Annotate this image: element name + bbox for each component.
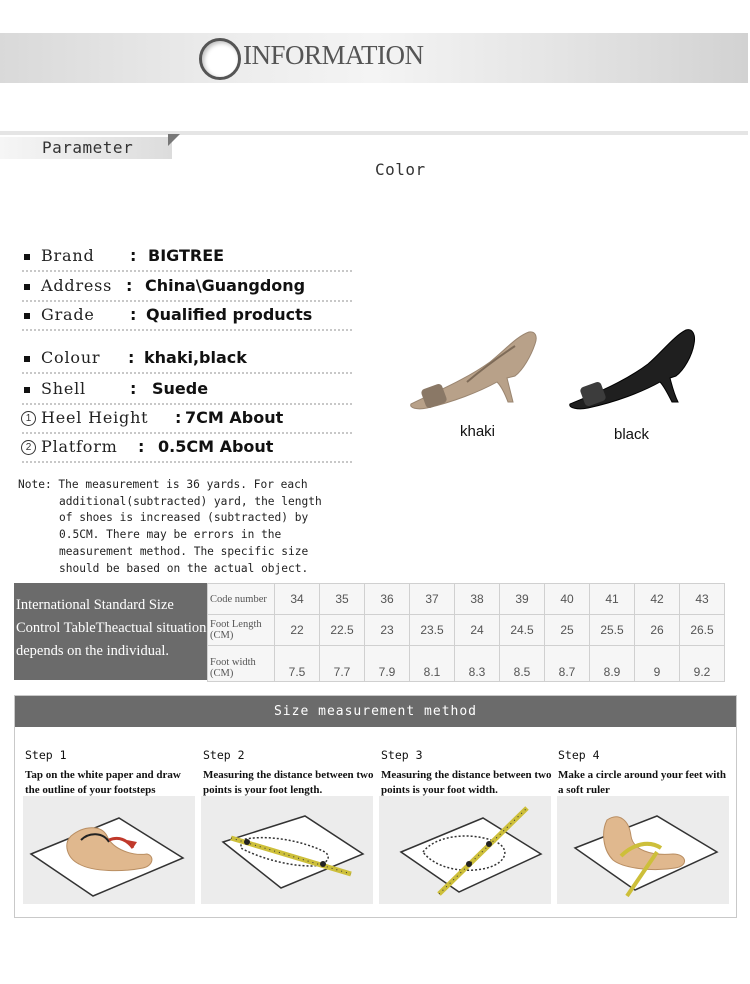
spec-key: Platform [41, 437, 118, 456]
table-cell: 8.9 [590, 646, 635, 682]
table-cell: 25 [545, 615, 590, 646]
table-cell: 9.2 [680, 646, 725, 682]
table-cell: 22 [275, 615, 320, 646]
square-bullet-icon [24, 284, 30, 290]
step-4 [558, 748, 730, 798]
spec-key: Heel Height [41, 408, 149, 427]
table-cell: 26 [635, 615, 680, 646]
page-title: INFORMATION [243, 40, 424, 70]
spec-separator: : [130, 379, 137, 398]
table-cell: 43 [680, 584, 725, 615]
table-cell: 40 [545, 584, 590, 615]
spec-key: Address [41, 276, 113, 295]
note-line: additional(subtracted) yard, the length [59, 494, 322, 508]
spec-value: 0.5CM About [158, 437, 274, 456]
spec-row-grade [22, 305, 352, 331]
measurement-note [18, 477, 338, 577]
parameter-divider [0, 131, 748, 135]
parameter-label: Parameter [42, 138, 134, 157]
step-title: Step 4 [558, 748, 600, 762]
tab-corner-icon [168, 134, 180, 146]
caption-line: International Standard Size [16, 597, 174, 613]
square-bullet-icon [24, 387, 30, 393]
spec-key: Grade [41, 305, 95, 324]
table-cell: 8.7 [545, 646, 590, 682]
circled-number-icon: 2 [21, 440, 36, 455]
table-cell: 41 [590, 584, 635, 615]
table-cell: 24 [455, 615, 500, 646]
row-label: Foot Length (CM) [208, 615, 275, 646]
step-2 [203, 748, 375, 798]
row-label: Foot width (CM) [208, 646, 275, 682]
step-3-foot-width-image [379, 796, 551, 904]
spec-value: khaki,black [144, 348, 247, 367]
spec-row-address [22, 276, 352, 302]
table-cell: 22.5 [320, 615, 365, 646]
step-3 [381, 748, 553, 798]
table-cell: 34 [275, 584, 320, 615]
table-cell: 38 [455, 584, 500, 615]
step-2-foot-length-image [201, 796, 373, 904]
spec-row-platform [22, 437, 352, 463]
step-description: Measuring the distance between two points is your foot length. [203, 769, 374, 796]
note-line: Note: The measurement is 36 yards. For each [18, 478, 308, 491]
table-cell: 7.9 [365, 646, 410, 682]
step-4-soft-ruler-image [557, 796, 729, 904]
khaki-shoe-image [405, 322, 543, 422]
step-1-foot-outline-image [23, 796, 195, 904]
step-title: Step 2 [203, 748, 245, 762]
spec-separator: : [130, 246, 137, 265]
table-row-width [208, 646, 725, 682]
size-measurement-panel [14, 695, 737, 918]
table-cell: 24.5 [500, 615, 545, 646]
size-table-caption [14, 583, 207, 680]
table-cell: 42 [635, 584, 680, 615]
table-cell: 39 [500, 584, 545, 615]
table-cell: 8.1 [410, 646, 455, 682]
table-cell: 8.5 [500, 646, 545, 682]
spec-value: BIGTREE [148, 246, 225, 265]
note-line: 0.5CM. There may be errors in the [59, 528, 282, 542]
spec-row-shell [22, 379, 352, 405]
spec-separator: : [138, 437, 145, 456]
step-description: Measuring the distance between two points is your foot width. [381, 769, 552, 796]
step-1 [25, 748, 197, 798]
spec-row-heel-height [22, 408, 352, 434]
black-caption: black [614, 426, 650, 443]
table-cell: 35 [320, 584, 365, 615]
table-cell: 7.5 [275, 646, 320, 682]
spec-key: Shell [41, 379, 86, 398]
square-bullet-icon [24, 356, 30, 362]
step-description: Make a circle around your feet with a soft ruler [558, 769, 727, 796]
spec-value: Suede [152, 379, 209, 398]
table-cell: 23.5 [410, 615, 455, 646]
step-description: Tap on the white paper and draw the outline of your footsteps [25, 769, 181, 796]
size-table [207, 583, 725, 682]
table-row-code [208, 584, 725, 615]
note-line: measurement method. The specific size [59, 544, 309, 558]
table-cell: 9 [635, 646, 680, 682]
table-cell: 37 [410, 584, 455, 615]
table-cell: 25.5 [590, 615, 635, 646]
step-title: Step 3 [381, 748, 423, 762]
black-shoe-image [566, 326, 698, 412]
note-line: should be based on the actual object. [59, 561, 309, 575]
spec-key: Colour [41, 348, 101, 367]
table-cell: 7.7 [320, 646, 365, 682]
square-bullet-icon [24, 313, 30, 319]
size-table-block [14, 583, 729, 680]
caption-line: depends on the individual. [16, 643, 170, 659]
khaki-caption: khaki [460, 423, 496, 440]
spec-value: China\Guangdong [145, 276, 306, 295]
spec-value: Qualified products [146, 305, 313, 324]
spec-separator: : [175, 408, 182, 427]
spec-key: Brand [41, 246, 95, 265]
note-line: of shoes is increased (subtracted) by [59, 511, 309, 525]
spec-row-brand [22, 246, 352, 272]
table-cell: 8.3 [455, 646, 500, 682]
method-title: Size measurement method [15, 696, 736, 727]
table-cell: 23 [365, 615, 410, 646]
spec-value: 7CM About [185, 408, 284, 427]
table-cell: 36 [365, 584, 410, 615]
step-title: Step 1 [25, 748, 67, 762]
spec-separator: : [130, 305, 137, 324]
square-bullet-icon [24, 254, 30, 260]
table-row-length [208, 615, 725, 646]
row-label: Code number [208, 584, 275, 615]
spec-row-colour [22, 348, 352, 374]
color-heading: Color [375, 160, 426, 179]
caption-line: Control TableTheactual situation [16, 620, 207, 636]
spec-separator: : [128, 348, 135, 367]
table-cell: 26.5 [680, 615, 725, 646]
circled-number-icon: 1 [21, 411, 36, 426]
banner-circle-icon [199, 38, 241, 80]
spec-separator: : [126, 276, 133, 295]
